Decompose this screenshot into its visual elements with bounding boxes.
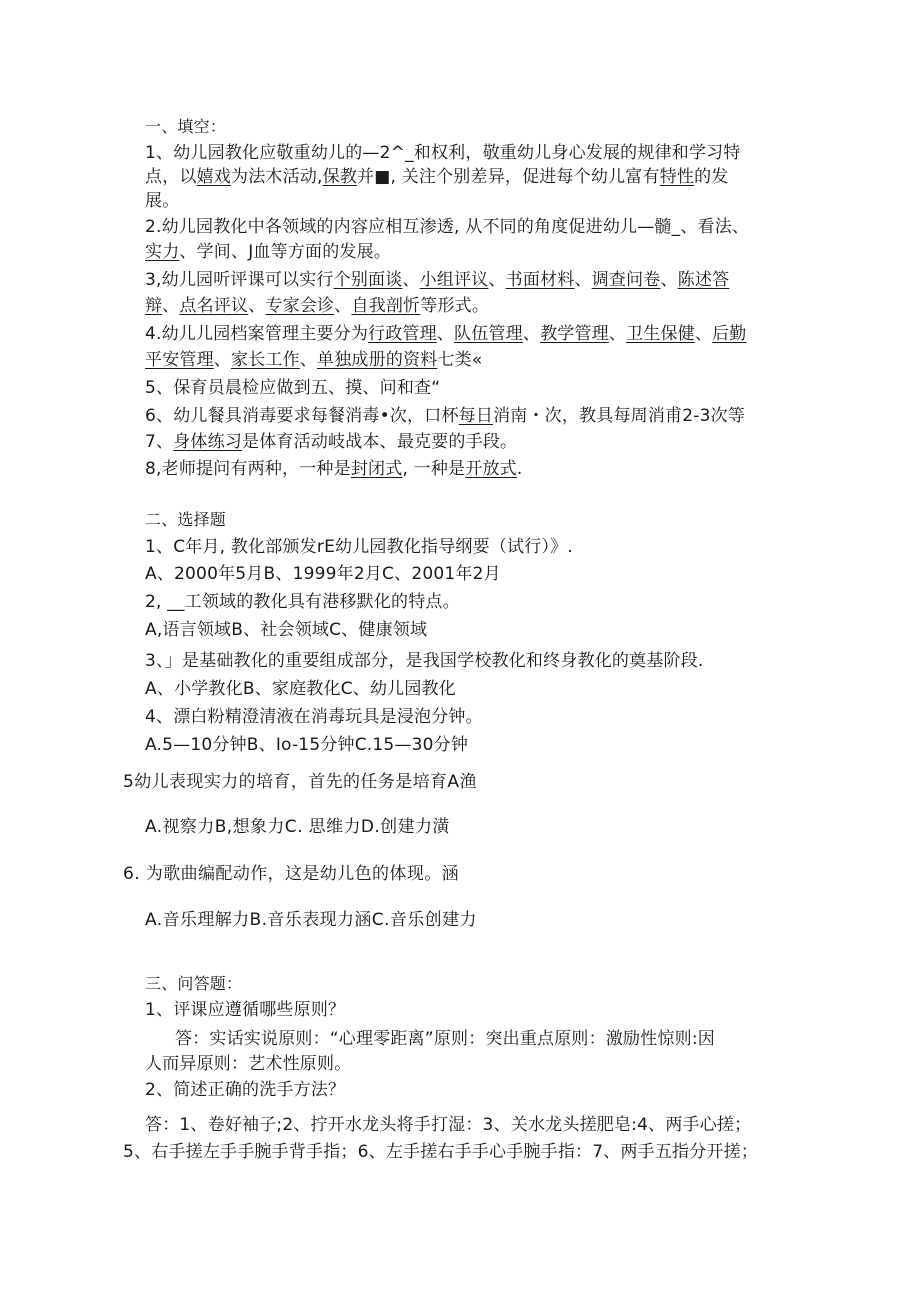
fill-q2-line2: 实力、学间、J血等方面的发展。 — [145, 242, 392, 262]
choice-q3-options: A、小学教化B、家庭教化C、幼儿园教化 — [145, 679, 456, 699]
choice-q2: 2, __工领域的教化具有港移默化的特点。 — [145, 592, 460, 612]
choice-q4-options: A.5—10分钟B、Io-15分钟C.15—30分钟 — [145, 735, 469, 755]
choice-q6: 6. 为歌曲编配动作，这是幼儿色的体现。涵 — [123, 864, 460, 884]
section-choice-title: 二、选择题 — [145, 510, 227, 529]
section-fill-title: 一、填空： — [145, 117, 227, 136]
choice-q2-options: A,语言领域B、社会领域C、健康领域 — [145, 620, 428, 640]
fill-q5: 5、保育员晨检应做到五、摸、问和查“ — [145, 378, 441, 398]
fill-q7: 7、身体练习是体育活动岐战本、最克要的手段。 — [145, 432, 518, 452]
fill-q4-line1: 4.幼儿儿园档案管理主要分为行政管理、队伍管理、教学管理、卫生保健、后勤 — [145, 324, 747, 344]
qa-a2-line1: 答：1、卷好袖子;2、拧开水龙头将手打湿：3、关水龙头搓肥皂:4、两手心搓； — [145, 1115, 752, 1135]
qa-q2: 2、简述正确的洗手方法？ — [145, 1080, 346, 1100]
choice-q4: 4、漂白粉精澄清液在消毒玩具是浸泡分钟。 — [145, 707, 483, 727]
answer-underline: 实力 — [145, 242, 180, 262]
qa-q1: 1、评课应遵循哪些原则？ — [145, 1000, 346, 1020]
answer-underline: 嬉戏 — [196, 167, 232, 187]
choice-q5: 5幼儿表现实力的培育，首先的任务是培育A渔 — [123, 772, 477, 792]
fill-q1-line3: 展。 — [145, 191, 180, 211]
fill-q6: 6、幼儿餐具消毒要求每餐消毒•次，口杯每日消南・次，教具每周消甫2-3次等 — [145, 406, 746, 426]
qa-a1-line2: 人而异原则：艺术性原则。 — [145, 1054, 352, 1074]
choice-q6-options: A.音乐理解力B.音乐表现力涵C.音乐创建力 — [145, 910, 477, 930]
choice-q1-options: A、2000年5月B、1999年2月C、2001年2月 — [145, 564, 501, 584]
choice-q5-options: A.视察力B,想象力C. 思维力D.创建力潢 — [145, 817, 450, 837]
fill-q1-line2: 点，以嬉戏为法木活动,保教并■, 关注个别差异，促进每个幼儿富有特性的发 — [145, 167, 729, 187]
qa-a1-line1: 答：实话实说原则：“心理零距离”原则：突出重点原则：激励性惊则:因 — [175, 1029, 715, 1049]
choice-q1: 1、C年月, 教化部颁发rE幼儿园教化指导纲要（试行）》. — [145, 537, 573, 557]
fill-q4-line2: 平安管理、家长工作、单独成册的资料七类« — [145, 350, 483, 370]
fill-q8: 8,老师提问有两种，一种是封闭式, 一种是开放式. — [145, 459, 523, 479]
fill-q1-line1: 1、幼儿园教化应敬重幼儿的—2^_和权利，敬重幼儿身心发展的规律和学习特 — [145, 143, 741, 163]
choice-q3: 3、」是基础教化的重要组成部分，是我国学校教化和终身教化的奠基阶段. — [145, 651, 704, 671]
fill-q3-line2: 辩、点名评议、专家会诊、自我剖忻等形式。 — [145, 296, 490, 316]
fill-q3-line1: 3,幼儿园听评课可以实行个别面谈、小组评议、书面材料、调查问卷、陈述答 — [145, 270, 730, 290]
answer-underline: 保教 — [322, 167, 358, 187]
qa-a2-line2: 5、右手搓左手手腕手背手指；6、左手搓右手手心手腕手指：7、两手五指分开搓； — [123, 1142, 759, 1162]
section-qa-title: 三、问答题： — [145, 974, 243, 993]
fill-q2-line1: 2.幼儿园教化中各领域的内容应相互渗透, 从不同的角度促进幼儿—髓_、看法、 — [145, 217, 750, 237]
answer-underline: 特性 — [659, 167, 695, 187]
